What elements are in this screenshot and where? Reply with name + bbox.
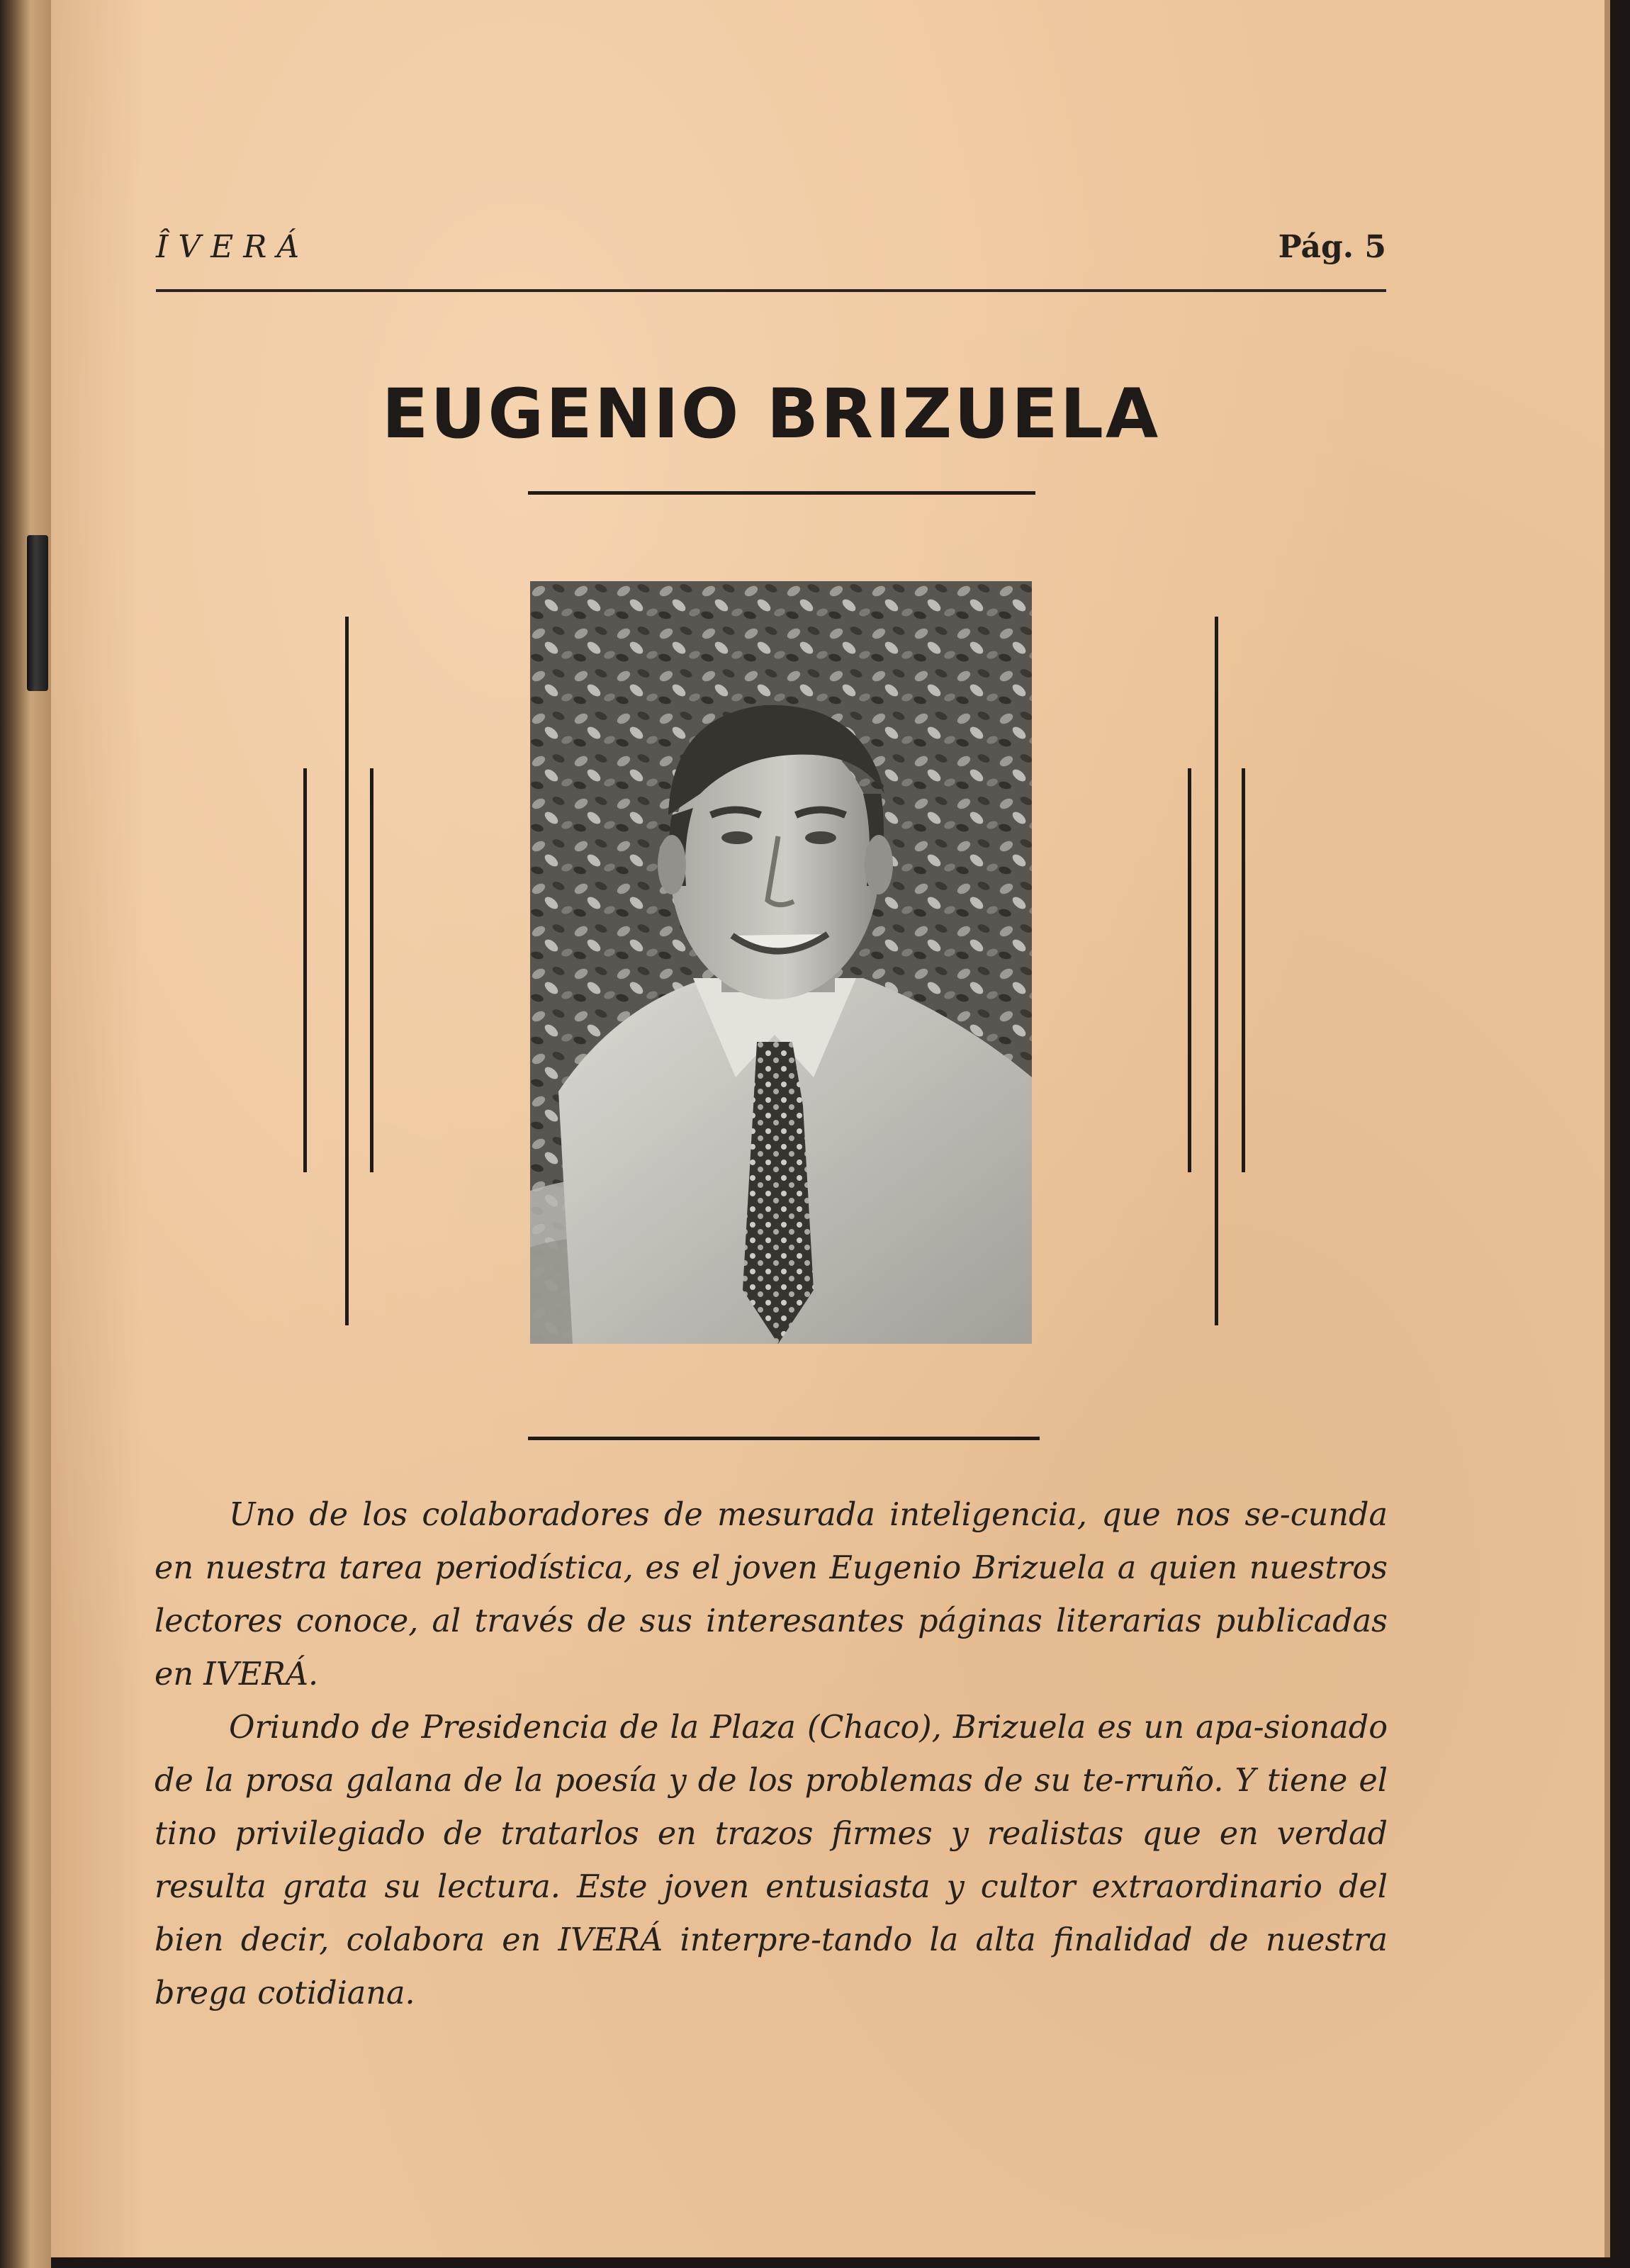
article-title: EUGENIO BRIZUELA: [381, 374, 1161, 454]
article-body: [154, 1488, 1388, 2020]
right-ornament-line: [1188, 768, 1191, 1172]
portrait-photo: [530, 581, 1032, 1344]
article-paragraph-1: Uno de los colaboradores de mesurada inteligencia, que nos se-cunda en nuestra tarea periodística, es el joven Eugenio Brizuela a quien nuestros lectores conoce, al través de sus interesantes páginas literarias publicadas en IVERÁ.: [154, 1497, 1388, 1692]
left-ornament-line: [370, 768, 373, 1172]
page-number: Pág. 5: [1278, 229, 1386, 265]
article-paragraph-2: Oriundo de Presidencia de la Plaza (Chaco), Brizuela es un apa-sionado de la prosa galana de la poesía y de los problemas de su te-rruño. Y tiene el tino privilegiado de tratarlos en trazos firmes y realistas que en verdad resulta grata su lectura. Este joven entusiasta y cultor extraordinario del bien decir, colabora en IVERÁ interpre-tando la alta finalidad de nuestra brega cotidiana.: [154, 1710, 1388, 2011]
title-underline: [528, 491, 1035, 495]
journal-name: ÎVERÁ: [156, 229, 310, 265]
binding-clip: [27, 535, 48, 691]
left-ornament-line: [303, 768, 307, 1172]
right-ornament-line: [1242, 768, 1245, 1172]
running-head: [156, 225, 1386, 292]
left-ornament-line: [345, 617, 349, 1325]
photo-underline: [528, 1437, 1040, 1440]
book-spine: [0, 0, 51, 2268]
right-ornament-line: [1215, 617, 1218, 1325]
